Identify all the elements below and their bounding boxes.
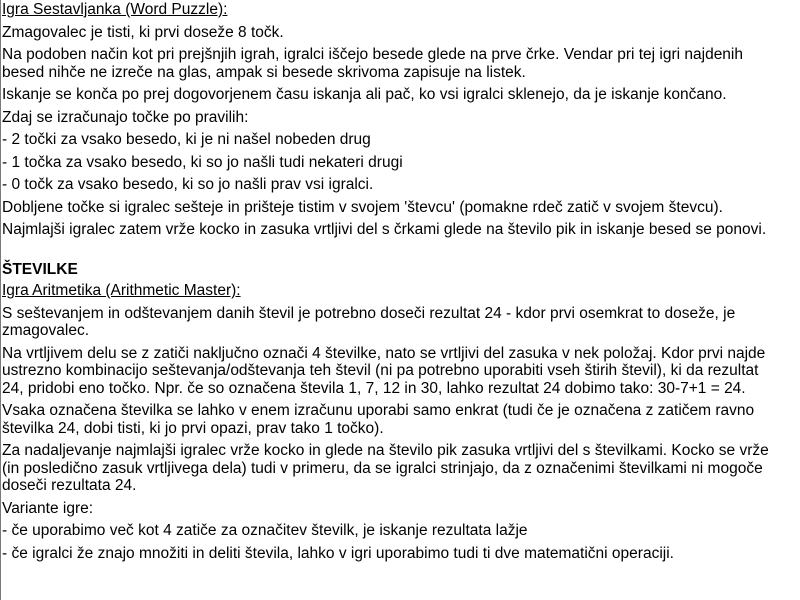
text-line: Na podoben način kot pri prejšnjih igrah, igralci iščejo besede glede na prve črke. Vendar pri tej igri najdenih bbox=[2, 46, 743, 63]
document-content bbox=[2, 1, 798, 567]
list-item-variant: - če uporabimo več kot 4 zatiče za označitev številk, je iskanje rezultata lažje bbox=[2, 522, 528, 539]
paragraph-single-use bbox=[2, 402, 798, 437]
text-line: (in posledično zasuk vrtljivega dela) tudi v primeru, da se igralci strinjajo, da z označenimi številkami ni mogoče bbox=[2, 459, 763, 477]
paragraph-scoring-intro: Zdaj se izračunajo točke po pravilih: bbox=[2, 108, 249, 126]
variants-title: Variante igre: bbox=[2, 499, 94, 517]
list-item-variant: - če igralci že znajo množiti in deliti števila, lahko v igri uporabimo tudi ti dve matematični operaciji. bbox=[2, 544, 674, 562]
paragraph-next-round: Najmlajši igralec zatem vrže kocko in zasuka vrtljivi del s črkami glede na število pik in iskanje besed se ponovi. bbox=[2, 221, 767, 238]
paragraph-search-end: Iskanje se konča po prej dogovorjenem času iskanja ali pač, ko vsi igralci sklenejo, da je iskanje končano. bbox=[2, 86, 727, 103]
paragraph-goal bbox=[2, 305, 798, 340]
paragraph-search-description bbox=[2, 46, 798, 81]
paragraph-winner-rule: Zmagovalec je tisti, ki prvi doseže 8 točk. bbox=[2, 23, 284, 41]
text-line: Za nadaljevanje najmlajši igralec vrže kocko in glede na število pik zasuka vrtljivi del s številkami. Kocko se vrže bbox=[2, 442, 769, 459]
text-line: številka 24, dobi tisti, ki jo prvi opazi, prav tako 1 točko). bbox=[2, 419, 384, 437]
text-line: 24, pridobi eno točko. Npr. če so označena števila 1, 7, 12 in 30, lahko rezultat 24 dobimo tako: 30-7+1 = 24. bbox=[2, 379, 746, 397]
section-heading-numbers: ŠTEVILKE bbox=[2, 260, 78, 278]
text-line: besed nihče ne izreče na glas, ampak si besede skrivoma zapisuje na listek. bbox=[2, 63, 526, 81]
game-title-arithmetic: Igra Aritmetika (Arithmetic Master): bbox=[2, 282, 241, 299]
text-line: Vsaka označena številka se lahko v enem izračunu uporabi samo enkrat (tudi če je označena z zatičem ravno bbox=[2, 402, 755, 419]
game-title-word-puzzle: Igra Sestavljanka (Word Puzzle): bbox=[2, 1, 228, 18]
text-line: Na vrtljivem delu se z zatiči naključno označi 4 številke, nato se vrtljivi del zasuka v nek položaj. Kdor prvi najde bbox=[2, 344, 766, 362]
paragraph-counter: Dobljene točke si igralec sešteje in prišteje tistim v svojem 'števcu' (pomakne rdeč zatič v svojem števcu). bbox=[2, 198, 723, 216]
list-item-rule: - 0 točk za vsako besedo, ki so jo našli prav vsi igralci. bbox=[2, 176, 374, 193]
list-item-rule: - 1 točka za vsako besedo, ki so jo našli tudi nekateri drugi bbox=[2, 153, 403, 171]
text-line: ustrezno kombinacijo seštevanja/odštevanja teh števil (ni pa potrebno uporabiti vseh štirih števil), ki da rezultat bbox=[2, 362, 759, 379]
list-item-rule: - 2 točki za vsako besedo, ki je ni našel nobeden drug bbox=[2, 131, 371, 148]
paragraph-continue bbox=[2, 442, 798, 495]
paragraph-how-to-play bbox=[2, 345, 798, 398]
page-left-border bbox=[0, 0, 1, 600]
text-line: zmagovalec. bbox=[2, 322, 90, 339]
text-line: doseči rezultata 24. bbox=[2, 477, 137, 494]
text-line: S seštevanjem in odštevanjem danih števil je potrebno doseči rezultat 24 - kdor prvi osemkrat to doseže, je bbox=[2, 304, 736, 322]
